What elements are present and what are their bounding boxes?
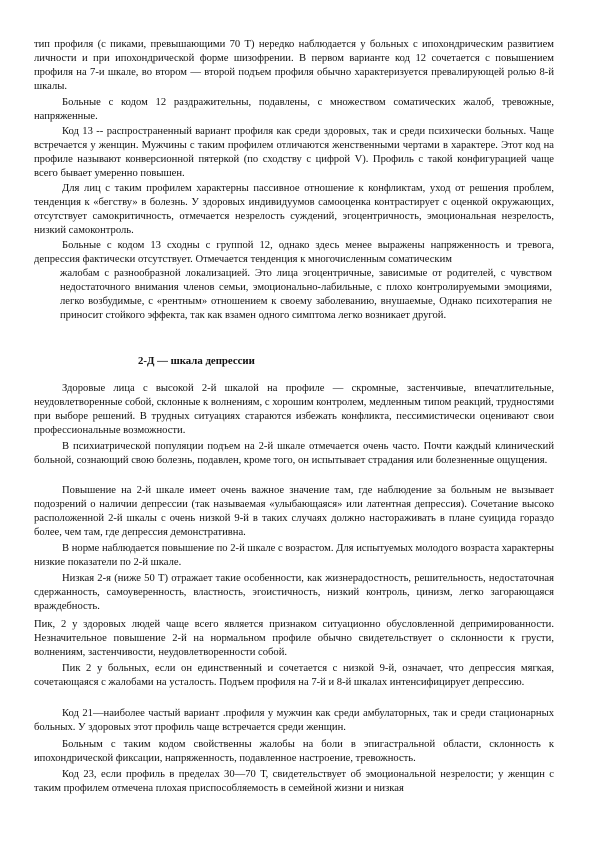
paragraph-16: Код 23, если профиль в пределах 30—70 Т, свидетельствует об эмоциональной незрелости; у женщин с таким профилем отмечена плохая приспособляемость в семейной жизни и низкая <box>34 769 554 795</box>
paragraph-13: Пик 2 у больных, если он единственный и сочетается с низкой 9-й, означает, что депрессия мягкая, сочетающаяся с жалобами на усталость. Подъем профиля на 7-й и 8-й шкалах интенсифицирует депрессию. <box>34 663 554 689</box>
paragraph-10: В норме наблюдается повышение по 2-й шкале с возрастом. Для испытуемых молодого возраста характерны низкие показатели по 2-й шкале. <box>34 543 554 569</box>
paragraph-14: Код 21—наиболее частый вариант .профиля у мужчин как среди амбулаторных, так и среди стационарных больных. У здоровых этот профиль чаще встречается среди женщин. <box>34 708 554 734</box>
paragraph-2: Больные с кодом 12 раздражительны, подавлены, с множеством соматических жалоб, тревожные, напряженные. <box>34 97 554 123</box>
paragraph-7: Здоровые лица с высокой 2-й шкалой на профиле — скромные, застенчивые, впечатлительные, неудовлетворенные собой, склонные к волнениям, с хорошим контролем, медленным типом реакций, трудностями при выборе решений. В трудных ситуациях стараются избежать конфликта, пессимистически оценивают свои профессиональные возможности. <box>34 383 554 437</box>
paragraph-6: жалобам с разнообразной локализацией. Это лица эгоцентричные, зависимые от родителей, с чувством недостаточного внимания членов семьи, эмоционально-лабильные, с плохо контролируемыми эмоциями, легко возбудимые, с «рентным» отношением к своему заболеванию, внушаемые, Однако психотерапия не приносит стойкого эффекта, так как взамен одного симптома легко возникает другой. <box>60 268 552 322</box>
paragraph-1: тип профиля (с пиками, превышающими 70 Т) нередко наблюдается у больных с ипохондрическим развитием личности и при ипохондрической форме шизофрении. В первом варианте код 12 сочетается с повышением профиля на 7-и шкале, во втором — второй подъем профиля обычно характеризуется превалирующей ролью 8-й шкалы. <box>34 39 554 93</box>
paragraph-9: Повышение на 2-й шкале имеет очень важное значение там, где наблюдение за больным не вызывает подозрений о наличии депрессии (так называемая «улыбающаяся» или латентная депрессия). Сочетание высоко расположенной 2-й шкалы с очень низкой 9-й в таких случаях должно настораживать в плане суицида гораздо более, чем там, где депрессия демонстративна. <box>34 485 554 539</box>
paragraph-15: Больным с таким кодом свойственны жалобы на боли в эпигастральной области, склонность к ипохондрической фиксации, напряженность, подавленное настроение, тревожность. <box>34 739 554 765</box>
paragraph-4: Для лиц с таким профилем характерны пассивное отношение к конфликтам, уход от решения проблем, тенденция к «бегству» в болезнь. У здоровых индивидуумов самооценка контрастирует с оценкой окружающих, отсутствует самокритичность, отмечается незрелость суждений, эгоцентричность, эмоциональная незрелость, низкий самоконтроль. <box>34 183 554 237</box>
paragraph-11: Низкая 2-я (ниже 50 Т) отражает такие особенности, как жизнерадостность, решительность, недостаточная сдержанность, самоуверенность, властность, эгоистичность, низкий контроль, цинизм, легко загорающаяся враждебность. <box>34 573 554 613</box>
section-heading: 2-Д — шкала депрессии <box>138 355 255 367</box>
paragraph-8: В психиатрической популяции подъем на 2-й шкале отмечается очень часто. Почти каждый клинический больной, сознающий свою болезнь, подавлен, кроме того, он испытывает страдания или болезненные ощущения. <box>34 441 554 467</box>
paragraph-5: Больные с кодом 13 сходны с группой 12, однако здесь менее выражены напряженность и тревога, депрессия фактически отсутствует. Отмечается тенденция к многочисленным соматическим <box>34 240 554 266</box>
paragraph-12: Пик, 2 у здоровых людей чаще всего является признаком ситуационно обусловленной депримированности. Незначительное повышение 2-й на нормальном профиле обычно свидетельствует о склонности к грусти, волнениям, застенчивости, неудовлетворенности собой. <box>34 619 554 659</box>
paragraph-3: Код 13 -- распространенный вариант профиля как среди здоровых, так и среди психически больных. Чаще встречается у женщин. Мужчины с таким профилем отличаются женственными чертами в характере. Этот код на профиле называют конверсионной пятеркой (по сходству с цифрой V). Профиль с такой конфигурацией чаще всего бывает умеренно повышен. <box>34 126 554 180</box>
